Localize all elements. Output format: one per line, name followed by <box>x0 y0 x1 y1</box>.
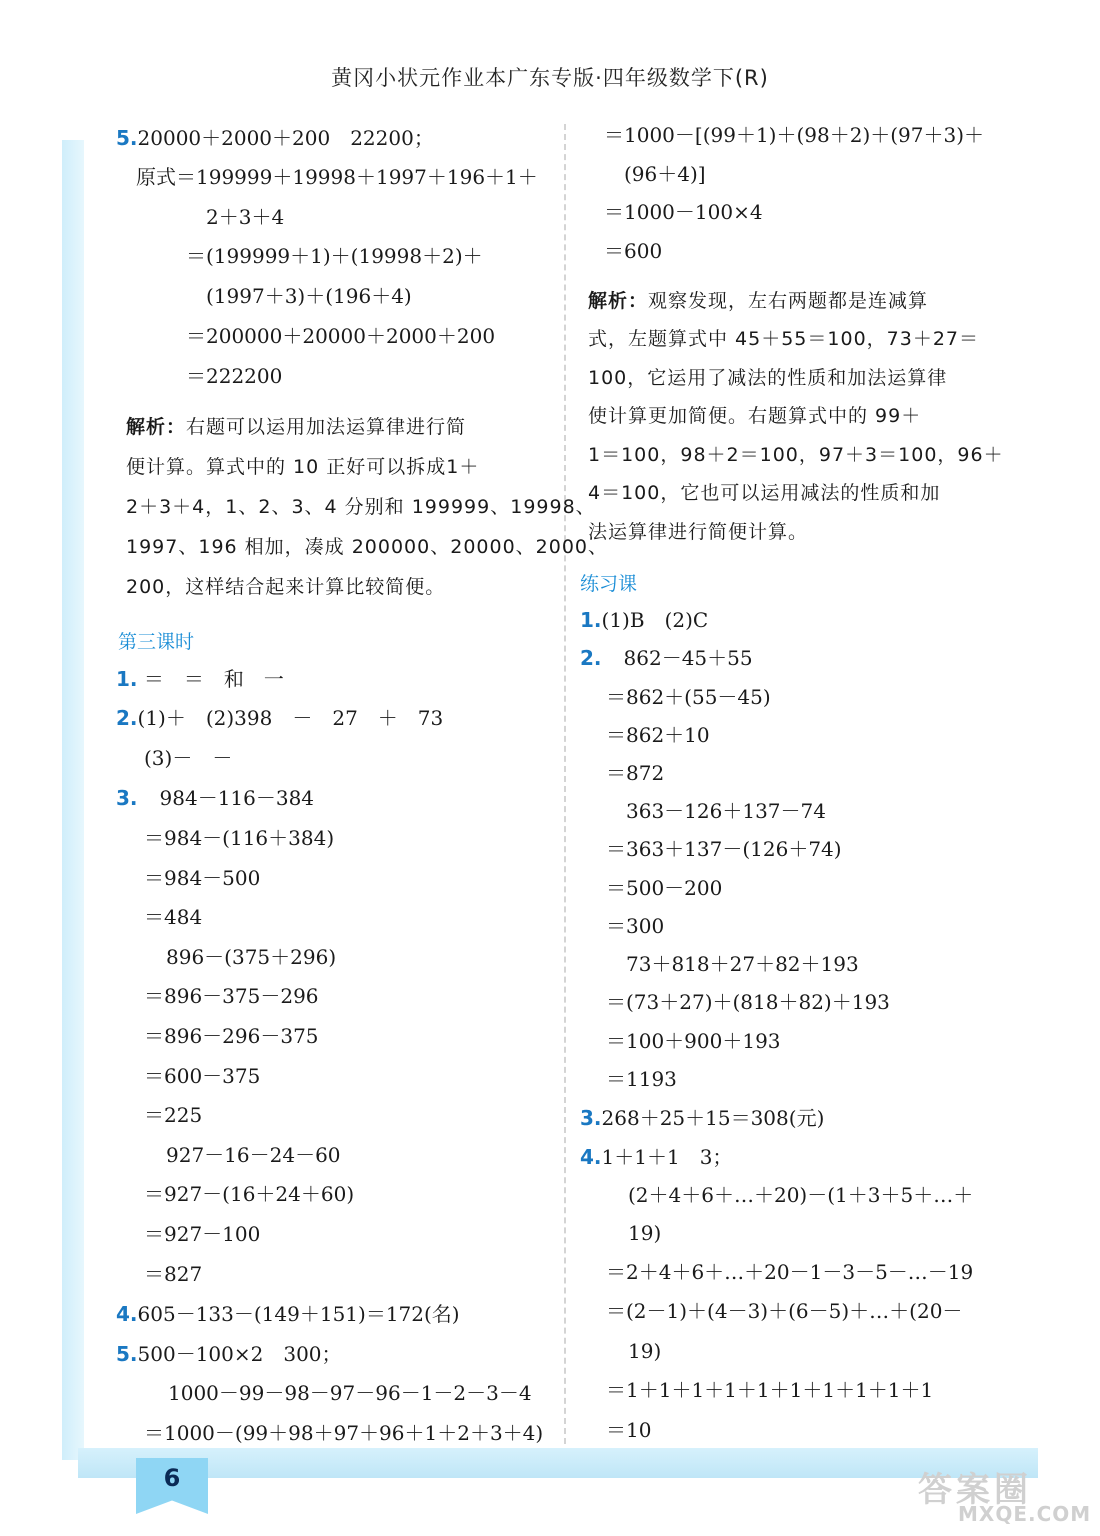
left-q3-step: ＝927－100 <box>144 1222 261 1246</box>
right-q4-step: ＝1＋1＋1＋1＋1＋1＋1＋1＋1＋1 <box>606 1378 934 1402</box>
left-analysis-line: 2＋3＋4，1、2、3、4 分别和 199999、19998、 <box>126 496 596 518</box>
right-cont-step: ＝600 <box>604 239 663 263</box>
answer-text: 268＋25＋15＝308(元) <box>601 1106 825 1130</box>
left-q3-step: ＝984－(116＋384) <box>144 826 335 850</box>
right-analysis-line: 1＝100，98＋2＝100，97＋3＝100，96＋ <box>588 444 1004 466</box>
right-q2-step: 73＋818＋27＋82＋193 <box>626 952 859 976</box>
left-q3-step: ＝984－500 <box>144 866 261 890</box>
question-number: 3. <box>116 786 138 810</box>
right-q2-step: ＝862＋10 <box>606 723 710 747</box>
answer-text: 500－100×2 300； <box>137 1342 342 1366</box>
left-q3-step: ＝927－(16＋24＋60) <box>144 1182 355 1206</box>
right-q2-step: 363－126＋137－74 <box>626 799 826 823</box>
right-q2-line <box>580 644 753 672</box>
right-analysis-line: 式，左题算式中 45＋55＝100，73＋27＝ <box>588 328 980 350</box>
left-q5-step: ＝200000＋20000＋2000＋200 <box>186 324 496 348</box>
right-q4-step: 19) <box>628 1221 662 1245</box>
answer-text: 984－116－384 <box>159 786 315 810</box>
left-q5-answer: 20000＋2000＋200 22200； <box>137 126 434 150</box>
left-q3-step: ＝484 <box>144 905 203 929</box>
left-q1-line <box>116 665 284 693</box>
left-q3-line <box>116 784 314 812</box>
right-q3-line <box>580 1104 824 1132</box>
section-title-practice: 练习课 <box>580 573 638 595</box>
right-q2-step: ＝300 <box>606 914 665 938</box>
right-q2-step: ＝(73＋27)＋(818＋82)＋193 <box>606 990 890 1014</box>
analysis-label: 解析： <box>126 416 187 438</box>
right-q4-step: ＝(2－1)＋(4－3)＋(6－5)＋…＋(20－ <box>606 1299 963 1323</box>
left-analysis-line: 200，这样结合起来计算比较简便。 <box>126 576 446 598</box>
left-q3-step: 896－(375＋296) <box>166 945 337 969</box>
right-q4-step: 19) <box>628 1339 662 1363</box>
left-q5-step: 原式＝199999＋19998＋1997＋196＋1＋ <box>136 165 538 189</box>
question-number: 2. <box>580 646 602 670</box>
right-analysis-line: 100，它运用了减法的性质和加法运算律 <box>588 367 948 389</box>
right-analysis-line: 4＝100，它也可以运用减法的性质和加 <box>588 482 941 504</box>
left-q3-step: 927－16－24－60 <box>166 1143 341 1167</box>
question-number: 3. <box>580 1106 602 1130</box>
left-analysis-line: 1997、196 相加，凑成 200000、20000、2000、 <box>126 536 609 558</box>
watermark-logo: 答案圈 <box>918 1470 1032 1510</box>
left-q5-step: 2＋3＋4 <box>206 205 285 229</box>
right-analysis-line: 法运算律进行简便计算。 <box>588 521 809 543</box>
right-q2-step: ＝862＋(55－45) <box>606 685 771 709</box>
analysis-label: 解析： <box>588 290 649 312</box>
right-cont-step: (96＋4)] <box>624 162 706 186</box>
left-q3-step: ＝225 <box>144 1103 203 1127</box>
right-cont-step: ＝1000－100×4 <box>604 200 763 224</box>
right-analysis-line: 使计算更加简便。右题算式中的 99＋ <box>588 405 922 427</box>
left-q3-step: ＝896－296－375 <box>144 1024 319 1048</box>
right-q4-line <box>580 1143 732 1171</box>
analysis-text: 右题可以运用加法运算律进行简 <box>186 416 467 438</box>
question-number: 4. <box>116 1302 138 1326</box>
left-q2-line2: (3)－ － <box>144 746 233 770</box>
left-q5b-step: 1000－99－98－97－96－1－2－3－4 <box>168 1381 532 1405</box>
left-analysis-line: 便计算。算式中的 10 正好可以拆成1＋ <box>126 456 480 478</box>
right-q2-step: ＝872 <box>606 761 665 785</box>
left-decor-bar <box>62 140 84 1460</box>
right-q2-step: ＝1193 <box>606 1067 677 1091</box>
left-q3-step: ＝827 <box>144 1262 203 1286</box>
answer-text: (1)＋ (2)398 － 27 ＋ 73 <box>137 706 444 730</box>
left-analysis-line <box>126 413 466 441</box>
right-q4-step: (2＋4＋6＋…＋20)－(1＋3＋5＋…＋ <box>628 1183 974 1207</box>
left-q2-line <box>116 704 443 732</box>
watermark-url: MXQE.COM <box>958 1502 1092 1526</box>
right-q2-step: ＝363＋137－(126＋74) <box>606 837 842 861</box>
right-q1-line <box>580 606 708 634</box>
left-q3-step: ＝896－375－296 <box>144 984 319 1008</box>
page-header: 黄冈小状元作业本广东专版·四年级数学下(R) <box>331 66 769 90</box>
left-q4-line <box>116 1300 460 1328</box>
left-q3-step: ＝600－375 <box>144 1064 261 1088</box>
answer-text: ＝ ＝ 和 一 <box>143 667 284 691</box>
question-number: 4. <box>580 1145 602 1169</box>
page-number: 6 <box>163 1464 181 1492</box>
question-number: 2. <box>116 706 138 730</box>
analysis-text: 观察发现，左右两题都是连减算 <box>648 290 929 312</box>
right-q4-step: ＝10 <box>606 1418 652 1442</box>
right-q2-step: ＝500－200 <box>606 876 723 900</box>
right-analysis-line <box>588 287 928 315</box>
answer-text: (1)B (2)C <box>601 608 709 632</box>
section-title-lesson3: 第三课时 <box>118 631 195 653</box>
left-q5-step: (1997＋3)＋(196＋4) <box>206 284 412 308</box>
left-q5b-line <box>116 1340 342 1368</box>
left-q5-step: ＝(199999＋1)＋(19998＋2)＋ <box>186 244 483 268</box>
right-q4-step: ＝2＋4＋6＋…＋20－1－3－5－…－19 <box>606 1260 974 1284</box>
left-q5-step: ＝222200 <box>186 364 283 388</box>
answer-text: 605－133－(149＋151)＝172(名) <box>137 1302 460 1326</box>
bottom-decor-bar <box>78 1448 1038 1478</box>
question-number: 1. <box>580 608 602 632</box>
left-q5-line <box>116 124 434 152</box>
column-divider <box>564 124 566 1444</box>
right-q2-step: ＝100＋900＋193 <box>606 1029 781 1053</box>
answer-text: 862－45＋55 <box>623 646 753 670</box>
answer-text: 1＋1＋1 3； <box>601 1145 733 1169</box>
question-number: 1. <box>116 667 138 691</box>
left-q5-number: 5. <box>116 126 138 150</box>
left-q5b-step: ＝1000－(99＋98＋97＋96＋1＋2＋3＋4) <box>144 1421 544 1445</box>
right-cont-step: ＝1000－[(99＋1)＋(98＋2)＋(97＋3)＋ <box>604 123 985 147</box>
question-number: 5. <box>116 1342 138 1366</box>
